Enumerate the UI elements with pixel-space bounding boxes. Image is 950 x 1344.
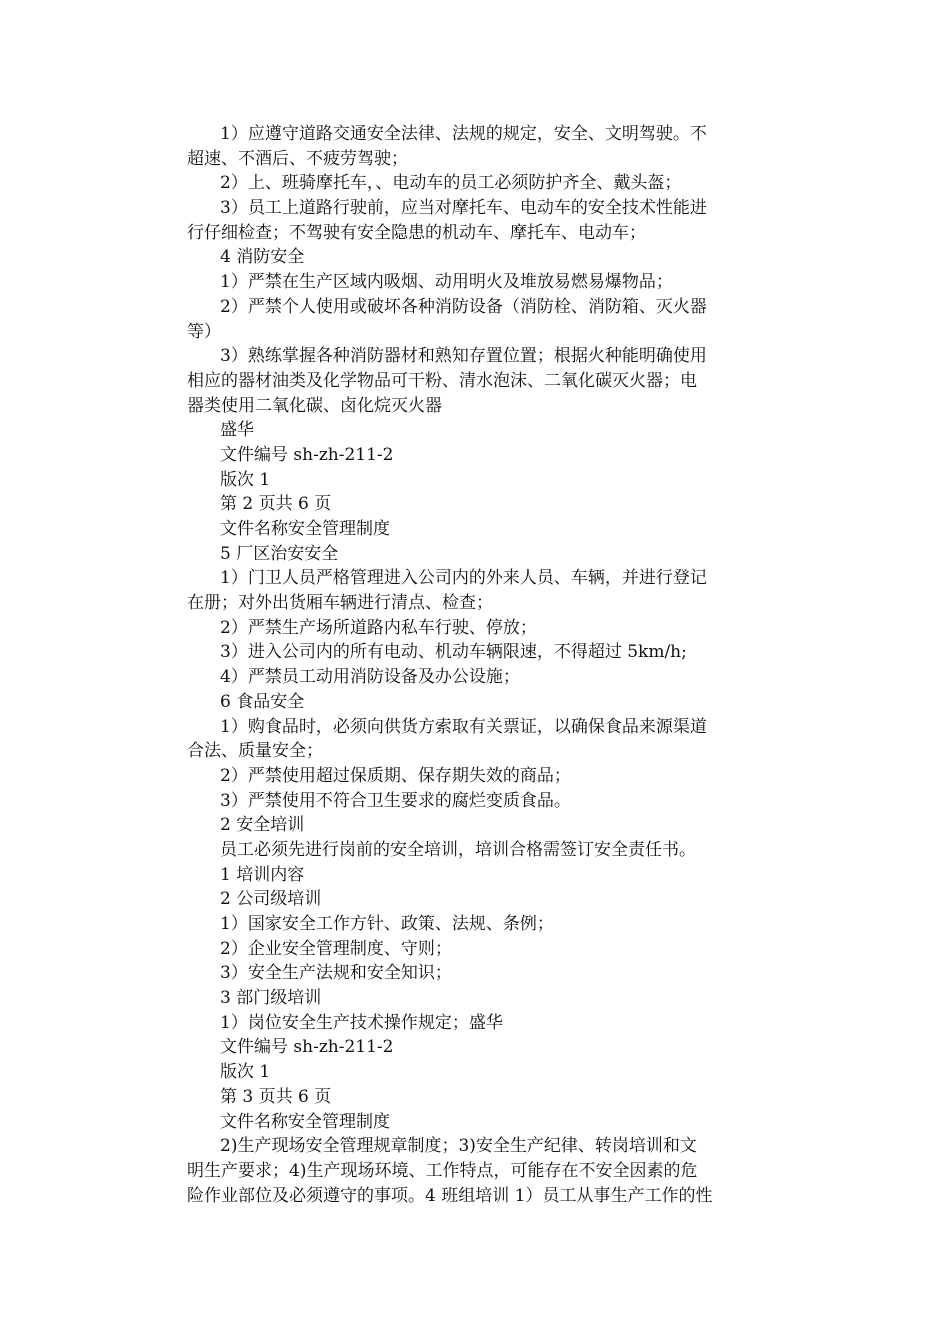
text-line: 1）应遵守道路交通安全法律、法规的规定，安全、文明驾驶。不 xyxy=(220,124,707,144)
text-line: 3）熟练掌握各种消防器材和熟知存置位置；根据火种能明确使用 xyxy=(220,346,707,367)
text-line: 相应的器材油类及化学物品可干粉、清水泡沫、二氧化碳灭火器；电 xyxy=(187,370,697,391)
text-line: 2）严禁生产场所道路内私车行驶、停放； xyxy=(220,617,537,638)
text-line: 2 安全培训 xyxy=(220,815,305,836)
text-line: 1 培训内容 xyxy=(220,864,305,885)
text-line: 险作业部位及必须遵守的事项。4 班组培训 1）员工从事生产工作的性 xyxy=(187,1185,713,1206)
text-line: 员工必须先进行岗前的安全培训，培训合格需签订安全责任书。 xyxy=(220,839,696,860)
text-line: 1）严禁在生产区域内吸烟、动用明火及堆放易燃易爆物品； xyxy=(220,272,673,293)
text-line: 4 消防安全 xyxy=(220,247,305,268)
text-line: 行仔细检查；不驾驶有安全隐患的机动车、摩托车、电动车； xyxy=(187,222,646,243)
text-line: 文件名称安全管理制度 xyxy=(220,1111,390,1132)
text-line: 器类使用二氧化碳、卤化烷灭火器 xyxy=(187,395,442,416)
text-line: 盛华 xyxy=(220,420,254,441)
text-line: 2 公司级培训 xyxy=(220,889,322,910)
text-line: 1）购食品时，必须向供货方索取有关票证，以确保食品来源渠道 xyxy=(220,716,707,737)
text-line: 6 食品安全 xyxy=(220,691,305,712)
text-line: 版次 1 xyxy=(220,1062,271,1083)
text-line: 3 部门级培训 xyxy=(220,988,322,1009)
text-line: 3）安全生产法规和安全知识； xyxy=(220,963,452,984)
text-line: 超速、不酒后、不疲劳驾驶； xyxy=(187,148,408,169)
text-line: 文件编号 sh-zh-211-2 xyxy=(220,444,394,465)
text-line: 在册；对外出货厢车辆进行清点、检查； xyxy=(187,593,493,614)
text-line: 4）严禁员工动用消防设备及办公设施； xyxy=(220,667,520,688)
text-line: 等） xyxy=(187,321,221,342)
text-line: 版次 1 xyxy=(220,469,271,490)
text-line: 3）严禁使用不符合卫生要求的腐烂变质食品。 xyxy=(220,790,571,811)
text-line: 2）上、班骑摩托车，、电动车的员工必须防护齐全、戴头盔； xyxy=(220,173,682,194)
text-line: 5 厂区治安安全 xyxy=(220,543,339,564)
text-line: 第 3 页共 6 页 xyxy=(220,1086,332,1107)
text-line: 文件名称安全管理制度 xyxy=(220,519,390,539)
text-line: 明生产要求；4)生产现场环境、工作特点，可能存在不安全因素的危 xyxy=(187,1160,698,1181)
text-line: 2）严禁个人使用或破坏各种消防设备（消防栓、消防箱、灭火器 xyxy=(220,296,707,317)
text-line: 2)生产现场安全管理规章制度；3)安全生产纪律、转岗培训和文 xyxy=(220,1136,697,1157)
text-line: 1）国家安全工作方针、政策、法规、条例； xyxy=(220,914,554,934)
text-line: 2）企业安全管理制度、守则； xyxy=(220,938,452,959)
text-line: 3）进入公司内的所有电动、机动车辆限速，不得超过 5km/h; xyxy=(220,642,687,663)
text-line: 第 2 页共 6 页 xyxy=(220,494,332,515)
text-line: 合法、质量安全； xyxy=(187,741,323,762)
text-line: 2）严禁使用超过保质期、保存期失效的商品； xyxy=(220,765,571,786)
text-line: 1）门卫人员严格管理进入公司内的外来人员、车辆，并进行登记 xyxy=(220,568,707,589)
document-page xyxy=(187,122,765,1208)
text-line: 文件编号 sh-zh-211-2 xyxy=(220,1037,394,1058)
text-line: 1）岗位安全生产技术操作规定；盛华 xyxy=(220,1012,503,1033)
text-line: 3）员工上道路行驶前，应当对摩托车、电动车的安全技术性能进 xyxy=(220,198,707,219)
